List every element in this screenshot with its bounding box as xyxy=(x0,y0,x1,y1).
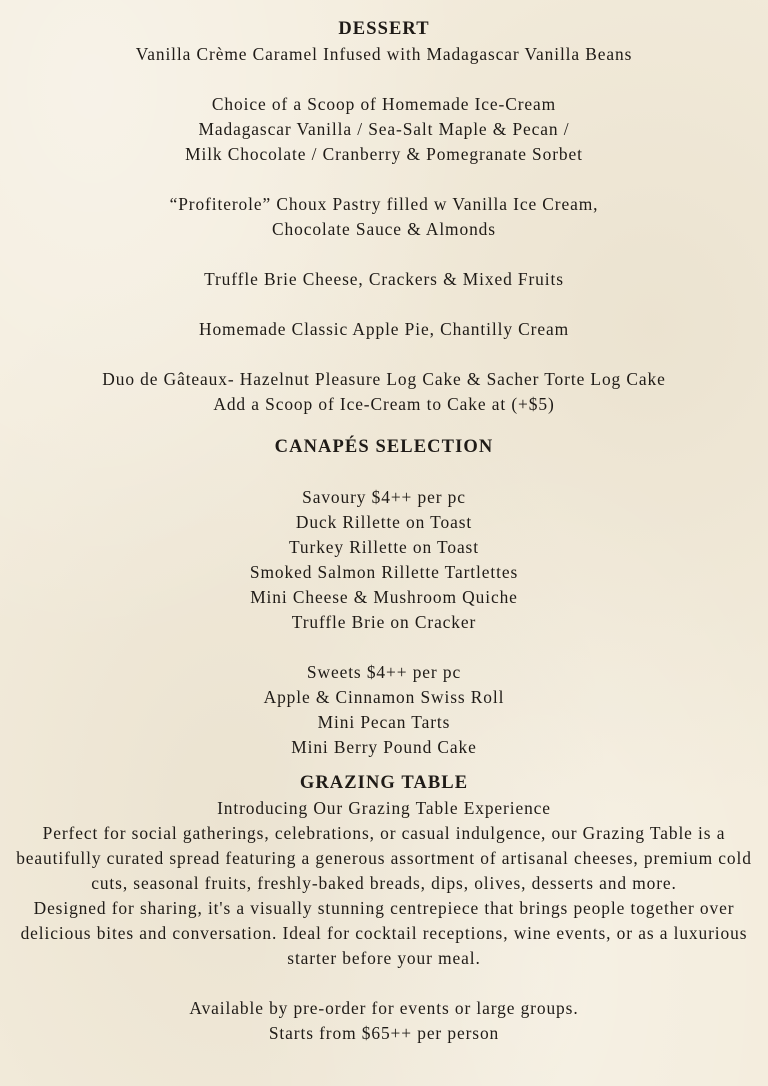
dessert-item-3-line-1: “Profiterole” Choux Pastry filled w Vanilla Ice Cream, xyxy=(169,194,599,214)
dessert-item-6-line-1: Duo de Gâteaux- Hazelnut Pleasure Log Cake & Sacher Torte Log Cake xyxy=(102,369,666,389)
dessert-item-2-line-1: Choice of a Scoop of Homemade Ice-Cream xyxy=(211,94,557,114)
dessert-item-2-line-2: Madagascar Vanilla / Sea-Salt Maple & Pecan / xyxy=(198,119,570,139)
savoury-item: Mini Cheese & Mushroom Quiche xyxy=(250,587,518,607)
savoury-item: Truffle Brie on Cracker xyxy=(291,612,477,632)
dessert-item-3-line-2: Chocolate Sauce & Almonds xyxy=(272,219,496,239)
savoury-item: Turkey Rillette on Toast xyxy=(289,537,479,557)
dessert-heading: DESSERT xyxy=(338,19,430,39)
grazing-heading: GRAZING TABLE xyxy=(299,773,469,793)
dessert-item-5-line-1: Homemade Classic Apple Pie, Chantilly Cream xyxy=(198,319,570,339)
savoury-title: Savoury $4++ per pc xyxy=(302,487,466,507)
sweets-item: Mini Berry Pound Cake xyxy=(291,737,477,757)
grazing-availability: Available by pre-order for events or large groups. xyxy=(189,998,579,1018)
sweets-item: Apple & Cinnamon Swiss Roll xyxy=(263,687,505,707)
savoury-item: Smoked Salmon Rillette Tartlettes xyxy=(249,562,519,582)
grazing-section xyxy=(0,771,768,1046)
grazing-paragraph-1: Perfect for social gatherings, celebrations, or casual indulgence, our Grazing Table is a beautifully curated spread featuring a generous assortment of artisanal cheeses, premium cold cuts, seasonal fruits, freshly-baked breads, dips, olives, desserts and more. xyxy=(16,823,752,893)
grazing-intro: Introducing Our Grazing Table Experience xyxy=(217,798,551,818)
grazing-paragraph-2: Designed for sharing, it's a visually stunning centrepiece that brings people together over delicious bites and conversation. Ideal for cocktail receptions, wine events, or as a luxurious starter before your meal. xyxy=(20,898,748,968)
sweets-title: Sweets $4++ per pc xyxy=(306,662,462,682)
dessert-item-6-line-2: Add a Scoop of Ice-Cream to Cake at (+$5) xyxy=(213,394,555,414)
canapes-section xyxy=(0,435,768,760)
dessert-section xyxy=(0,0,768,417)
dessert-item-1-line-1: Vanilla Crème Caramel Infused with Madagascar Vanilla Beans xyxy=(135,44,633,64)
dessert-item-2-line-3: Milk Chocolate / Cranberry & Pomegranate Sorbet xyxy=(185,144,583,164)
savoury-item: Duck Rillette on Toast xyxy=(295,512,473,532)
sweets-item: Mini Pecan Tarts xyxy=(317,712,451,732)
dessert-item-4-line-1: Truffle Brie Cheese, Crackers & Mixed Fruits xyxy=(204,269,564,289)
grazing-price: Starts from $65++ per person xyxy=(268,1023,500,1043)
canapes-heading: CANAPÉS SELECTION xyxy=(274,437,494,457)
